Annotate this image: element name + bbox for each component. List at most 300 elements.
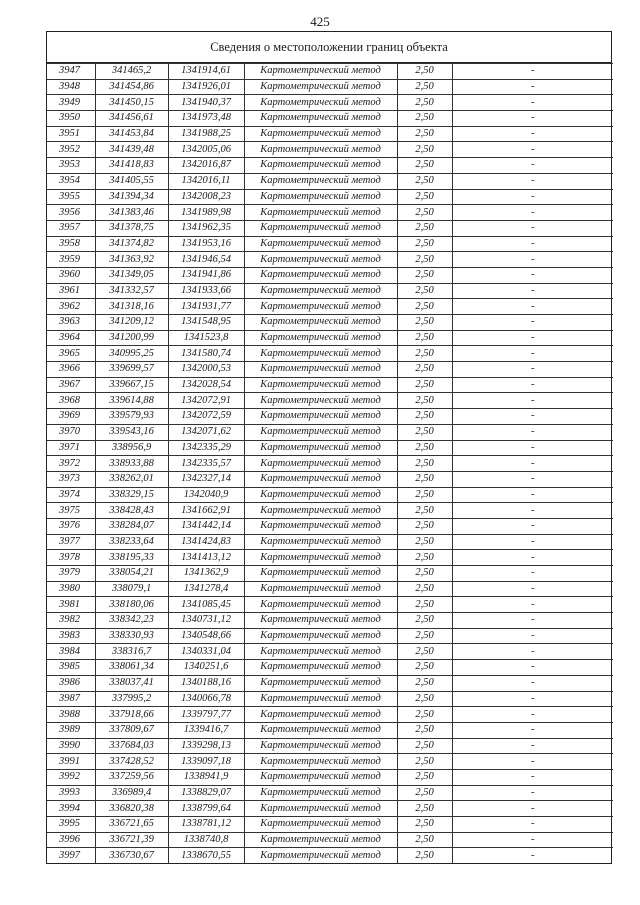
- accuracy-cell: 2,50: [397, 817, 452, 833]
- table-row: [47, 644, 613, 660]
- x-coordinate-cell: 341405,55: [95, 173, 168, 189]
- y-coordinate-cell: 1342335,57: [168, 456, 244, 472]
- description-cell: -: [452, 377, 613, 393]
- table-row: [47, 424, 613, 440]
- accuracy-cell: 2,50: [397, 173, 452, 189]
- table-row: [47, 832, 613, 848]
- x-coordinate-cell: 338284,07: [95, 518, 168, 534]
- x-coordinate-cell: 338342,23: [95, 613, 168, 629]
- method-cell: Картометрический метод: [244, 236, 397, 252]
- x-coordinate-cell: 336730,67: [95, 848, 168, 863]
- table-row: [47, 503, 613, 519]
- point-number-cell: 3981: [47, 597, 95, 613]
- method-cell: Картометрический метод: [244, 440, 397, 456]
- point-number-cell: 3984: [47, 644, 95, 660]
- x-coordinate-cell: 341332,57: [95, 283, 168, 299]
- description-cell: -: [452, 424, 613, 440]
- point-number-cell: 3996: [47, 832, 95, 848]
- table-row: [47, 769, 613, 785]
- method-cell: Картометрический метод: [244, 754, 397, 770]
- table-row: [47, 64, 613, 80]
- point-number-cell: 3989: [47, 722, 95, 738]
- point-number-cell: 3966: [47, 362, 95, 378]
- accuracy-cell: 2,50: [397, 456, 452, 472]
- boundary-table: [46, 31, 612, 864]
- table-row: [47, 409, 613, 425]
- method-cell: Картометрический метод: [244, 64, 397, 80]
- y-coordinate-cell: 1341931,77: [168, 299, 244, 315]
- accuracy-cell: 2,50: [397, 111, 452, 127]
- description-cell: -: [452, 691, 613, 707]
- x-coordinate-cell: 337809,67: [95, 722, 168, 738]
- description-cell: -: [452, 550, 613, 566]
- x-coordinate-cell: 341363,92: [95, 252, 168, 268]
- x-coordinate-cell: 338428,43: [95, 503, 168, 519]
- x-coordinate-cell: 338180,06: [95, 597, 168, 613]
- table-row: [47, 801, 613, 817]
- x-coordinate-cell: 341383,46: [95, 205, 168, 221]
- y-coordinate-cell: 1338799,64: [168, 801, 244, 817]
- y-coordinate-cell: 1341580,74: [168, 346, 244, 362]
- x-coordinate-cell: 336721,39: [95, 832, 168, 848]
- description-cell: -: [452, 628, 613, 644]
- x-coordinate-cell: 338195,33: [95, 550, 168, 566]
- x-coordinate-cell: 336820,38: [95, 801, 168, 817]
- y-coordinate-cell: 1340548,66: [168, 628, 244, 644]
- accuracy-cell: 2,50: [397, 315, 452, 331]
- description-cell: -: [452, 471, 613, 487]
- description-cell: -: [452, 613, 613, 629]
- description-cell: -: [452, 142, 613, 158]
- table-row: [47, 205, 613, 221]
- description-cell: -: [452, 817, 613, 833]
- description-cell: -: [452, 299, 613, 315]
- method-cell: Картометрический метод: [244, 785, 397, 801]
- method-cell: Картометрический метод: [244, 550, 397, 566]
- y-coordinate-cell: 1339298,13: [168, 738, 244, 754]
- y-coordinate-cell: 1341278,4: [168, 581, 244, 597]
- table-row: [47, 236, 613, 252]
- y-coordinate-cell: 1342008,23: [168, 189, 244, 205]
- x-coordinate-cell: 339667,15: [95, 377, 168, 393]
- y-coordinate-cell: 1342327,14: [168, 471, 244, 487]
- point-number-cell: 3991: [47, 754, 95, 770]
- y-coordinate-cell: 1341941,86: [168, 267, 244, 283]
- accuracy-cell: 2,50: [397, 644, 452, 660]
- description-cell: -: [452, 95, 613, 111]
- table-row: [47, 158, 613, 174]
- description-cell: -: [452, 644, 613, 660]
- x-coordinate-cell: 338329,15: [95, 487, 168, 503]
- method-cell: Картометрический метод: [244, 362, 397, 378]
- x-coordinate-cell: 336721,65: [95, 817, 168, 833]
- method-cell: Картометрический метод: [244, 220, 397, 236]
- accuracy-cell: 2,50: [397, 691, 452, 707]
- x-coordinate-cell: 340995,25: [95, 346, 168, 362]
- description-cell: -: [452, 487, 613, 503]
- point-number-cell: 3964: [47, 330, 95, 346]
- x-coordinate-cell: 339543,16: [95, 424, 168, 440]
- description-cell: -: [452, 173, 613, 189]
- accuracy-cell: 2,50: [397, 769, 452, 785]
- table-row: [47, 440, 613, 456]
- point-number-cell: 3971: [47, 440, 95, 456]
- description-cell: -: [452, 534, 613, 550]
- accuracy-cell: 2,50: [397, 675, 452, 691]
- table-row: [47, 628, 613, 644]
- method-cell: Картометрический метод: [244, 456, 397, 472]
- accuracy-cell: 2,50: [397, 64, 452, 80]
- y-coordinate-cell: 1341362,9: [168, 566, 244, 582]
- method-cell: Картометрический метод: [244, 409, 397, 425]
- method-cell: Картометрический метод: [244, 267, 397, 283]
- point-number-cell: 3960: [47, 267, 95, 283]
- table-row: [47, 126, 613, 142]
- accuracy-cell: 2,50: [397, 330, 452, 346]
- y-coordinate-cell: 1341548,95: [168, 315, 244, 331]
- point-number-cell: 3951: [47, 126, 95, 142]
- point-number-cell: 3949: [47, 95, 95, 111]
- y-coordinate-cell: 1342028,54: [168, 377, 244, 393]
- method-cell: Картометрический метод: [244, 377, 397, 393]
- method-cell: Картометрический метод: [244, 503, 397, 519]
- table-row: [47, 173, 613, 189]
- y-coordinate-cell: 1338941,9: [168, 769, 244, 785]
- y-coordinate-cell: 1341523,8: [168, 330, 244, 346]
- accuracy-cell: 2,50: [397, 503, 452, 519]
- point-number-cell: 3994: [47, 801, 95, 817]
- point-number-cell: 3980: [47, 581, 95, 597]
- table-row: [47, 252, 613, 268]
- description-cell: -: [452, 581, 613, 597]
- y-coordinate-cell: 1338670,55: [168, 848, 244, 863]
- x-coordinate-cell: 341454,86: [95, 79, 168, 95]
- method-cell: Картометрический метод: [244, 581, 397, 597]
- table-title: Сведения о местоположении границ объекта: [47, 32, 611, 63]
- description-cell: -: [452, 267, 613, 283]
- x-coordinate-cell: 339614,88: [95, 393, 168, 409]
- table-row: [47, 393, 613, 409]
- description-cell: -: [452, 518, 613, 534]
- x-coordinate-cell: 338079,1: [95, 581, 168, 597]
- method-cell: Картометрический метод: [244, 534, 397, 550]
- method-cell: Картометрический метод: [244, 722, 397, 738]
- point-number-cell: 3970: [47, 424, 95, 440]
- y-coordinate-cell: 1342000,53: [168, 362, 244, 378]
- coordinates-table: [47, 63, 613, 863]
- description-cell: -: [452, 126, 613, 142]
- method-cell: Картометрический метод: [244, 801, 397, 817]
- y-coordinate-cell: 1342016,11: [168, 173, 244, 189]
- table-row: [47, 754, 613, 770]
- accuracy-cell: 2,50: [397, 362, 452, 378]
- table-row: [47, 95, 613, 111]
- table-row: [47, 315, 613, 331]
- description-cell: -: [452, 722, 613, 738]
- point-number-cell: 3961: [47, 283, 95, 299]
- x-coordinate-cell: 336989,4: [95, 785, 168, 801]
- x-coordinate-cell: 338054,21: [95, 566, 168, 582]
- method-cell: Картометрический метод: [244, 283, 397, 299]
- description-cell: -: [452, 158, 613, 174]
- description-cell: -: [452, 111, 613, 127]
- table-row: [47, 691, 613, 707]
- x-coordinate-cell: 337428,52: [95, 754, 168, 770]
- table-row: [47, 267, 613, 283]
- point-number-cell: 3993: [47, 785, 95, 801]
- method-cell: Картометрический метод: [244, 675, 397, 691]
- y-coordinate-cell: 1339416,7: [168, 722, 244, 738]
- point-number-cell: 3977: [47, 534, 95, 550]
- accuracy-cell: 2,50: [397, 95, 452, 111]
- method-cell: Картометрический метод: [244, 189, 397, 205]
- x-coordinate-cell: 341378,75: [95, 220, 168, 236]
- point-number-cell: 3997: [47, 848, 95, 863]
- method-cell: Картометрический метод: [244, 518, 397, 534]
- description-cell: -: [452, 393, 613, 409]
- accuracy-cell: 2,50: [397, 205, 452, 221]
- table-row: [47, 660, 613, 676]
- description-cell: -: [452, 409, 613, 425]
- x-coordinate-cell: 341318,16: [95, 299, 168, 315]
- point-number-cell: 3972: [47, 456, 95, 472]
- x-coordinate-cell: 338037,41: [95, 675, 168, 691]
- table-row: [47, 471, 613, 487]
- y-coordinate-cell: 1342335,29: [168, 440, 244, 456]
- description-cell: -: [452, 848, 613, 863]
- accuracy-cell: 2,50: [397, 189, 452, 205]
- y-coordinate-cell: 1342071,62: [168, 424, 244, 440]
- y-coordinate-cell: 1338829,07: [168, 785, 244, 801]
- x-coordinate-cell: 338262,01: [95, 471, 168, 487]
- y-coordinate-cell: 1340188,16: [168, 675, 244, 691]
- accuracy-cell: 2,50: [397, 267, 452, 283]
- x-coordinate-cell: 341439,48: [95, 142, 168, 158]
- method-cell: Картометрический метод: [244, 111, 397, 127]
- y-coordinate-cell: 1341662,91: [168, 503, 244, 519]
- x-coordinate-cell: 338061,34: [95, 660, 168, 676]
- point-number-cell: 3978: [47, 550, 95, 566]
- accuracy-cell: 2,50: [397, 722, 452, 738]
- accuracy-cell: 2,50: [397, 79, 452, 95]
- point-number-cell: 3975: [47, 503, 95, 519]
- x-coordinate-cell: 341456,61: [95, 111, 168, 127]
- y-coordinate-cell: 1342072,91: [168, 393, 244, 409]
- point-number-cell: 3974: [47, 487, 95, 503]
- description-cell: -: [452, 362, 613, 378]
- x-coordinate-cell: 341349,05: [95, 267, 168, 283]
- table-row: [47, 581, 613, 597]
- table-row: [47, 362, 613, 378]
- y-coordinate-cell: 1340066,78: [168, 691, 244, 707]
- method-cell: Картометрический метод: [244, 299, 397, 315]
- point-number-cell: 3982: [47, 613, 95, 629]
- y-coordinate-cell: 1341085,45: [168, 597, 244, 613]
- point-number-cell: 3976: [47, 518, 95, 534]
- point-number-cell: 3979: [47, 566, 95, 582]
- accuracy-cell: 2,50: [397, 440, 452, 456]
- table-row: [47, 550, 613, 566]
- method-cell: Картометрический метод: [244, 848, 397, 863]
- method-cell: Картометрический метод: [244, 346, 397, 362]
- method-cell: Картометрический метод: [244, 142, 397, 158]
- table-row: [47, 707, 613, 723]
- y-coordinate-cell: 1341926,01: [168, 79, 244, 95]
- table-row: [47, 79, 613, 95]
- accuracy-cell: 2,50: [397, 299, 452, 315]
- method-cell: Картометрический метод: [244, 126, 397, 142]
- accuracy-cell: 2,50: [397, 738, 452, 754]
- description-cell: -: [452, 64, 613, 80]
- y-coordinate-cell: 1338781,12: [168, 817, 244, 833]
- coordinates-table-body: [47, 64, 613, 864]
- point-number-cell: 3959: [47, 252, 95, 268]
- x-coordinate-cell: 341200,99: [95, 330, 168, 346]
- y-coordinate-cell: 1341988,25: [168, 126, 244, 142]
- accuracy-cell: 2,50: [397, 754, 452, 770]
- x-coordinate-cell: 338330,93: [95, 628, 168, 644]
- method-cell: Картометрический метод: [244, 628, 397, 644]
- point-number-cell: 3947: [47, 64, 95, 80]
- description-cell: -: [452, 283, 613, 299]
- accuracy-cell: 2,50: [397, 785, 452, 801]
- accuracy-cell: 2,50: [397, 660, 452, 676]
- description-cell: -: [452, 346, 613, 362]
- accuracy-cell: 2,50: [397, 534, 452, 550]
- y-coordinate-cell: 1341424,83: [168, 534, 244, 550]
- method-cell: Картометрический метод: [244, 597, 397, 613]
- method-cell: Картометрический метод: [244, 330, 397, 346]
- point-number-cell: 3965: [47, 346, 95, 362]
- method-cell: Картометрический метод: [244, 707, 397, 723]
- x-coordinate-cell: 338956,9: [95, 440, 168, 456]
- y-coordinate-cell: 1342005,06: [168, 142, 244, 158]
- table-row: [47, 377, 613, 393]
- accuracy-cell: 2,50: [397, 393, 452, 409]
- table-row: [47, 220, 613, 236]
- table-row: [47, 675, 613, 691]
- accuracy-cell: 2,50: [397, 236, 452, 252]
- point-number-cell: 3985: [47, 660, 95, 676]
- method-cell: Картометрический метод: [244, 315, 397, 331]
- y-coordinate-cell: 1341442,14: [168, 518, 244, 534]
- point-number-cell: 3957: [47, 220, 95, 236]
- description-cell: -: [452, 236, 613, 252]
- description-cell: -: [452, 675, 613, 691]
- x-coordinate-cell: 341418,83: [95, 158, 168, 174]
- table-row: [47, 597, 613, 613]
- method-cell: Картометрический метод: [244, 205, 397, 221]
- description-cell: -: [452, 707, 613, 723]
- y-coordinate-cell: 1340331,04: [168, 644, 244, 660]
- accuracy-cell: 2,50: [397, 158, 452, 174]
- y-coordinate-cell: 1341953,16: [168, 236, 244, 252]
- y-coordinate-cell: 1342016,87: [168, 158, 244, 174]
- point-number-cell: 3990: [47, 738, 95, 754]
- point-number-cell: 3983: [47, 628, 95, 644]
- point-number-cell: 3952: [47, 142, 95, 158]
- table-row: [47, 534, 613, 550]
- x-coordinate-cell: 339699,57: [95, 362, 168, 378]
- method-cell: Картометрический метод: [244, 487, 397, 503]
- method-cell: Картометрический метод: [244, 158, 397, 174]
- method-cell: Картометрический метод: [244, 817, 397, 833]
- x-coordinate-cell: 341209,12: [95, 315, 168, 331]
- method-cell: Картометрический метод: [244, 738, 397, 754]
- point-number-cell: 3956: [47, 205, 95, 221]
- method-cell: Картометрический метод: [244, 660, 397, 676]
- y-coordinate-cell: 1341914,61: [168, 64, 244, 80]
- method-cell: Картометрический метод: [244, 173, 397, 189]
- description-cell: -: [452, 440, 613, 456]
- accuracy-cell: 2,50: [397, 550, 452, 566]
- accuracy-cell: 2,50: [397, 801, 452, 817]
- method-cell: Картометрический метод: [244, 644, 397, 660]
- x-coordinate-cell: 339579,93: [95, 409, 168, 425]
- x-coordinate-cell: 338233,64: [95, 534, 168, 550]
- accuracy-cell: 2,50: [397, 518, 452, 534]
- y-coordinate-cell: 1338740,8: [168, 832, 244, 848]
- description-cell: -: [452, 330, 613, 346]
- accuracy-cell: 2,50: [397, 252, 452, 268]
- point-number-cell: 3988: [47, 707, 95, 723]
- x-coordinate-cell: 341374,82: [95, 236, 168, 252]
- table-row: [47, 330, 613, 346]
- y-coordinate-cell: 1342072,59: [168, 409, 244, 425]
- description-cell: -: [452, 769, 613, 785]
- table-row: [47, 346, 613, 362]
- y-coordinate-cell: 1341946,54: [168, 252, 244, 268]
- description-cell: -: [452, 456, 613, 472]
- accuracy-cell: 2,50: [397, 848, 452, 863]
- description-cell: -: [452, 785, 613, 801]
- table-row: [47, 848, 613, 863]
- point-number-cell: 3948: [47, 79, 95, 95]
- x-coordinate-cell: 338316,7: [95, 644, 168, 660]
- method-cell: Картометрический метод: [244, 471, 397, 487]
- accuracy-cell: 2,50: [397, 424, 452, 440]
- table-row: [47, 613, 613, 629]
- accuracy-cell: 2,50: [397, 377, 452, 393]
- accuracy-cell: 2,50: [397, 220, 452, 236]
- accuracy-cell: 2,50: [397, 126, 452, 142]
- accuracy-cell: 2,50: [397, 409, 452, 425]
- point-number-cell: 3953: [47, 158, 95, 174]
- y-coordinate-cell: 1341962,35: [168, 220, 244, 236]
- accuracy-cell: 2,50: [397, 487, 452, 503]
- accuracy-cell: 2,50: [397, 707, 452, 723]
- table-row: [47, 111, 613, 127]
- point-number-cell: 3987: [47, 691, 95, 707]
- point-number-cell: 3954: [47, 173, 95, 189]
- method-cell: Картометрический метод: [244, 832, 397, 848]
- description-cell: -: [452, 189, 613, 205]
- y-coordinate-cell: 1342040,9: [168, 487, 244, 503]
- accuracy-cell: 2,50: [397, 581, 452, 597]
- accuracy-cell: 2,50: [397, 628, 452, 644]
- table-row: [47, 566, 613, 582]
- description-cell: -: [452, 503, 613, 519]
- description-cell: -: [452, 597, 613, 613]
- description-cell: -: [452, 832, 613, 848]
- description-cell: -: [452, 220, 613, 236]
- point-number-cell: 3962: [47, 299, 95, 315]
- x-coordinate-cell: 341453,84: [95, 126, 168, 142]
- y-coordinate-cell: 1339797,77: [168, 707, 244, 723]
- table-row: [47, 722, 613, 738]
- table-row: [47, 518, 613, 534]
- accuracy-cell: 2,50: [397, 832, 452, 848]
